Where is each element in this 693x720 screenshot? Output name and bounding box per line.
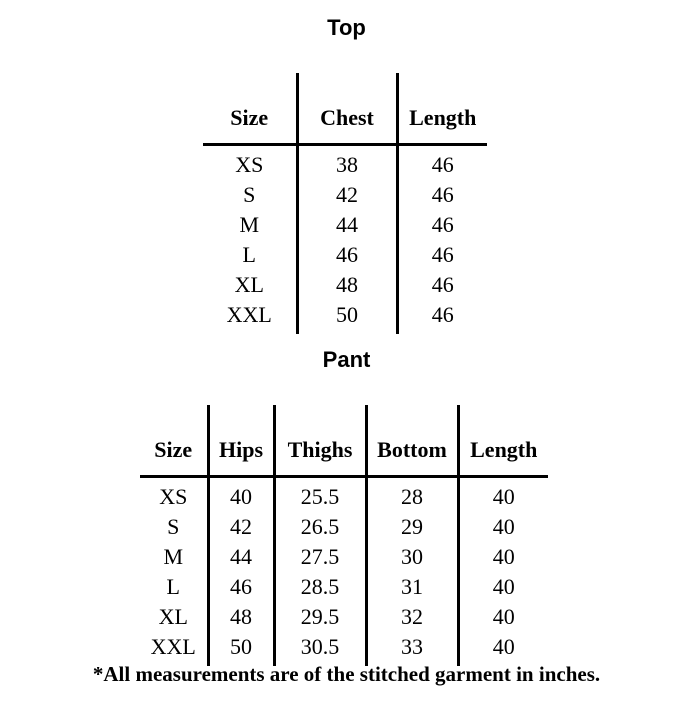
header-size: Size xyxy=(140,405,208,477)
cell-hips: 48 xyxy=(208,602,274,632)
cell-length: 40 xyxy=(492,484,515,509)
cell-length: 40 xyxy=(492,634,515,659)
cell-thighs: 30.5 xyxy=(274,632,366,666)
cell-length: 40 xyxy=(492,514,515,539)
table-row xyxy=(203,300,487,334)
pant-section-title: Pant xyxy=(322,347,371,372)
header-thighs: Thighs xyxy=(274,405,366,477)
cell-size: L xyxy=(140,572,208,602)
cell-hips: 42 xyxy=(208,512,274,542)
top-section-title: Top xyxy=(327,15,366,40)
header-hips: Hips xyxy=(208,405,274,477)
cell-size: XL xyxy=(203,270,297,300)
header-length: Length xyxy=(458,405,548,477)
cell-chest: 46 xyxy=(297,240,397,270)
table-row xyxy=(140,477,548,513)
header-chest: Chest xyxy=(297,73,397,145)
cell-length: 46 xyxy=(431,272,454,297)
cell-bottom: 31 xyxy=(366,572,458,602)
table-row xyxy=(203,210,487,240)
pant-size-table xyxy=(140,405,548,666)
table-row xyxy=(203,270,487,300)
table-row xyxy=(203,145,487,181)
top-size-table xyxy=(203,73,487,334)
cell-size: XL xyxy=(140,602,208,632)
cell-size: M xyxy=(203,210,297,240)
cell-chest: 44 xyxy=(297,210,397,240)
cell-size: XS xyxy=(203,145,297,181)
table-header-row xyxy=(140,405,548,477)
cell-chest: 48 xyxy=(297,270,397,300)
cell-length: 40 xyxy=(492,604,515,629)
cell-length: 40 xyxy=(492,574,515,599)
cell-length: 46 xyxy=(431,182,454,207)
cell-length: 46 xyxy=(431,242,454,267)
cell-hips: 44 xyxy=(208,542,274,572)
cell-length: 40 xyxy=(492,544,515,569)
cell-size: XS xyxy=(140,477,208,513)
table-row xyxy=(140,512,548,542)
cell-chest: 50 xyxy=(297,300,397,334)
cell-thighs: 28.5 xyxy=(274,572,366,602)
cell-length: 46 xyxy=(431,152,454,177)
table-row xyxy=(203,240,487,270)
table-row xyxy=(140,542,548,572)
cell-thighs: 26.5 xyxy=(274,512,366,542)
cell-size: M xyxy=(140,542,208,572)
cell-hips: 50 xyxy=(208,632,274,666)
cell-bottom: 29 xyxy=(366,512,458,542)
table-header-row xyxy=(203,73,487,145)
cell-bottom: 28 xyxy=(366,477,458,513)
cell-bottom: 30 xyxy=(366,542,458,572)
cell-size: XXL xyxy=(140,632,208,666)
cell-length: 46 xyxy=(431,212,454,237)
cell-size: L xyxy=(203,240,297,270)
measurement-footnote: *All measurements are of the stitched garment in inches. xyxy=(92,662,601,686)
cell-chest: 38 xyxy=(297,145,397,181)
table-row xyxy=(140,602,548,632)
cell-bottom: 32 xyxy=(366,602,458,632)
cell-bottom: 33 xyxy=(366,632,458,666)
table-row xyxy=(140,572,548,602)
cell-hips: 40 xyxy=(208,477,274,513)
cell-thighs: 27.5 xyxy=(274,542,366,572)
header-length: Length xyxy=(397,73,487,145)
cell-size: XXL xyxy=(203,300,297,334)
cell-thighs: 25.5 xyxy=(274,477,366,513)
cell-length: 46 xyxy=(431,302,454,327)
header-bottom: Bottom xyxy=(366,405,458,477)
cell-size: S xyxy=(203,180,297,210)
cell-size: S xyxy=(140,512,208,542)
header-size: Size xyxy=(203,73,297,145)
table-row xyxy=(203,180,487,210)
cell-chest: 42 xyxy=(297,180,397,210)
cell-thighs: 29.5 xyxy=(274,602,366,632)
cell-hips: 46 xyxy=(208,572,274,602)
